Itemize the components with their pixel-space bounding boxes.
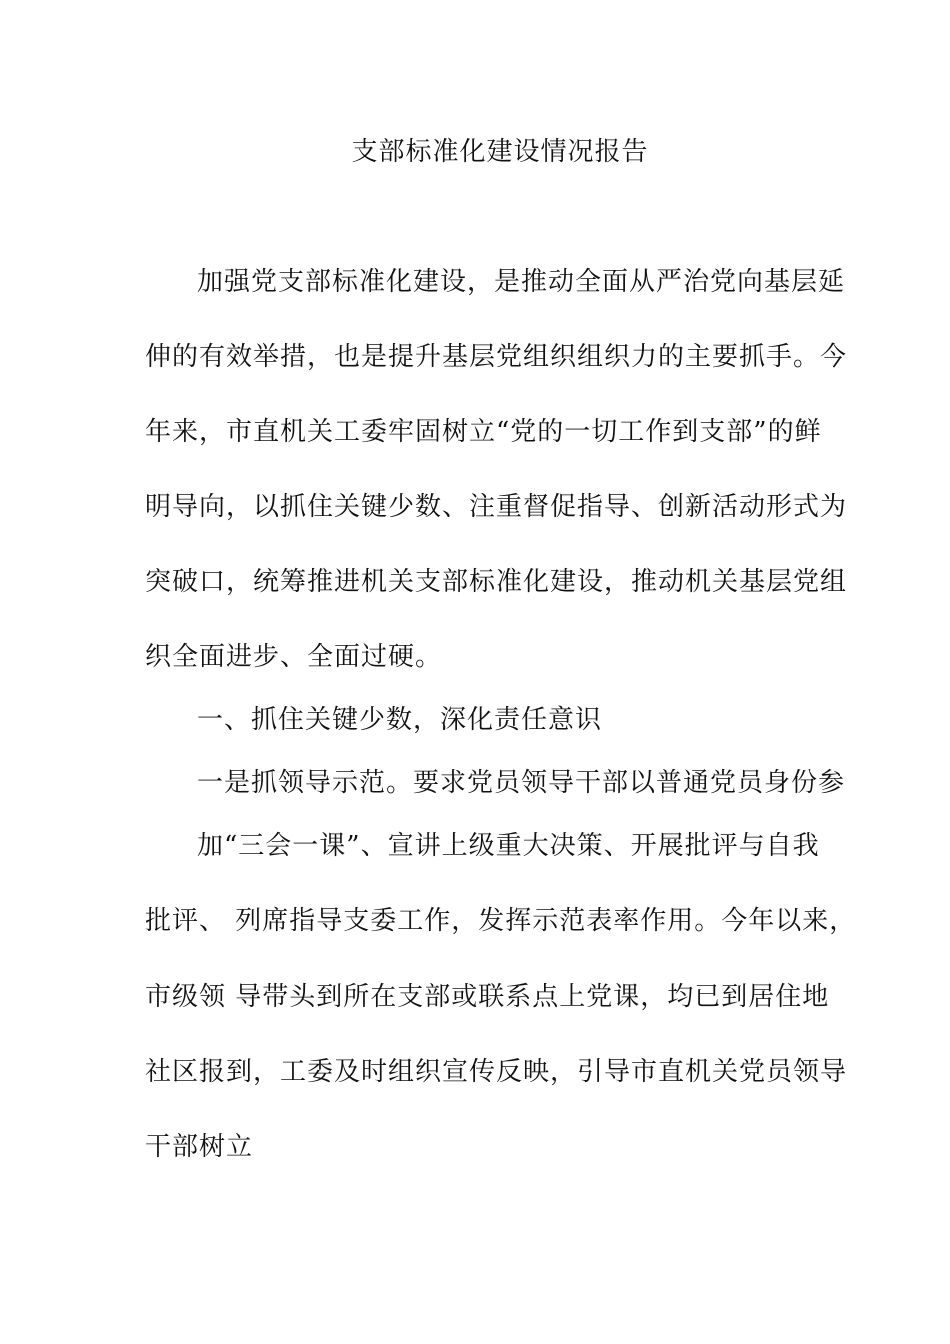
- paragraph-line-2: 伸的有效举措，也是提升基层党组织组织力的主要抓手。今: [145, 342, 848, 372]
- paragraph-line-7: 一是抓领导示范。要求党员领导干部以普通党员身份参: [197, 768, 846, 798]
- paragraph-line-10: 市级领 导带头到所在支部或联系点上党课，均已到居住地: [145, 982, 830, 1012]
- paragraph-line-12: 干部树立: [145, 1132, 254, 1162]
- paragraph-line-4: 明导向，以抓住关键少数、注重督促指导、创新活动形式为: [145, 492, 848, 522]
- paragraph-line-5: 突破口，统筹推进机关支部标准化建设，推动机关基层党组: [145, 567, 848, 597]
- paragraph-line-6: 织全面进步、全面过硬。: [145, 642, 443, 672]
- section-heading: 一、抓住关键少数，深化责任意识: [197, 705, 603, 735]
- paragraph-line-11: 社区报到，工委及时组织宣传反映，引导市直机关党员领导: [145, 1057, 848, 1087]
- paragraph-line-9: 批评、 列席指导支委工作，发挥示范表率作用。今年以来，: [145, 906, 857, 936]
- document-title: 支部标准化建设情况报告: [351, 137, 649, 167]
- paragraph-line-1: 加强党支部标准化建设，是推动全面从严治党向基层延: [197, 267, 846, 297]
- paragraph-line-3: 年来，市直机关工委牢固树立“党的一切工作到支部”的鲜: [145, 417, 822, 447]
- paragraph-line-8: 加“三会一课”、宣讲上级重大决策、开展批评与自我: [197, 831, 820, 861]
